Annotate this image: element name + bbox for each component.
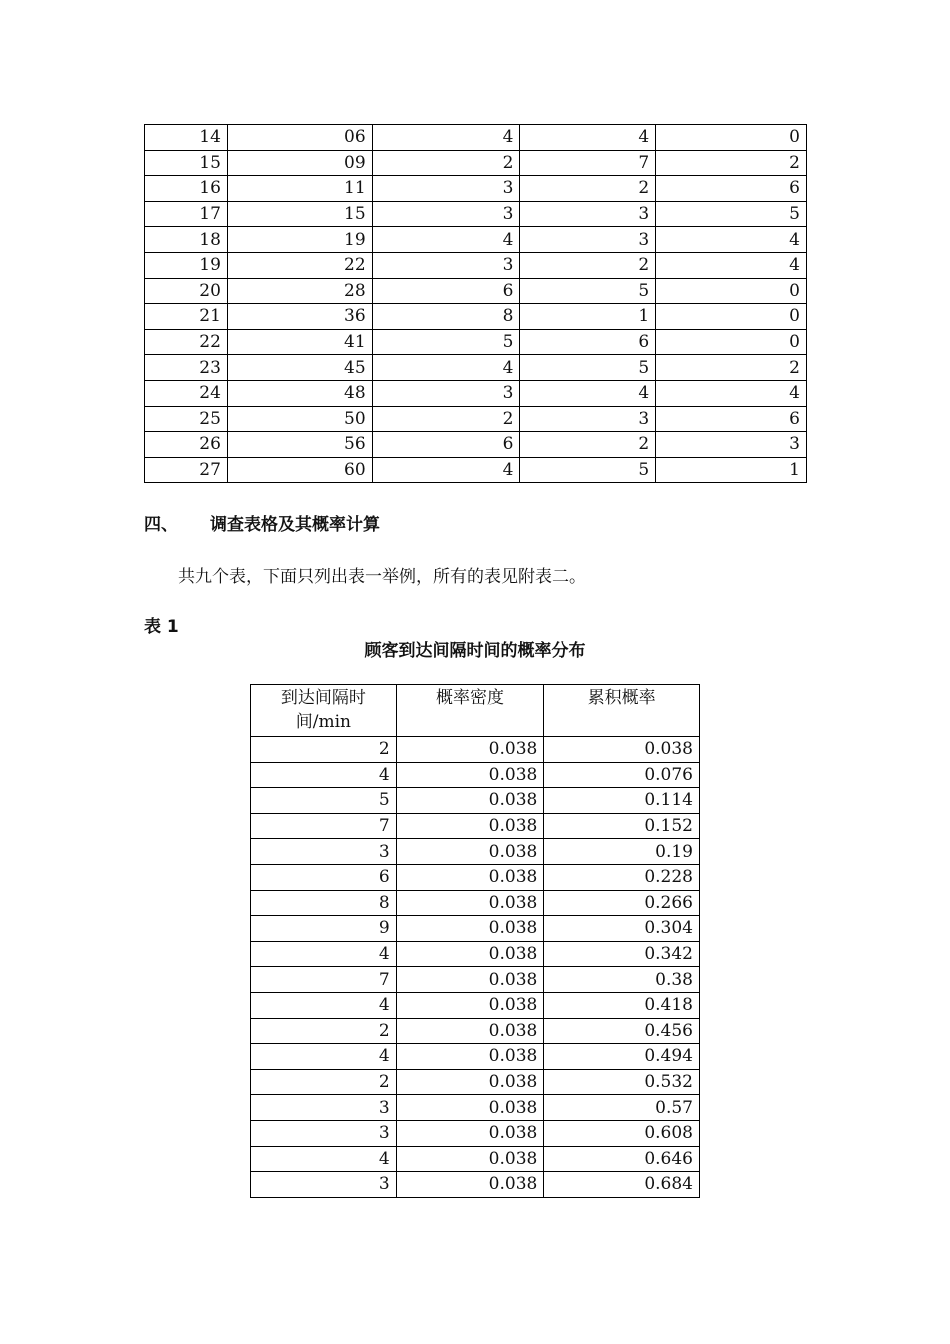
table-cell: 0.228 [544,864,700,890]
table-row [251,1146,700,1172]
probability-table-body [251,737,700,1198]
table-cell: 1 [520,304,656,330]
table-cell: 0.038 [396,890,544,916]
table-cell: 15 [227,201,372,227]
table-row [145,380,807,406]
table-cell: 0.418 [544,992,700,1018]
table-cell: 60 [227,457,372,483]
table-cell: 17 [145,201,228,227]
table-cell: 3 [251,1172,397,1198]
table-cell: 4 [372,125,520,151]
table-cell: 22 [227,252,372,278]
table-cell: 6 [372,278,520,304]
table-cell: 3 [520,406,656,432]
table-cell: 0.038 [396,813,544,839]
table-cell: 2 [372,406,520,432]
table-cell: 0.038 [396,788,544,814]
table-row [251,813,700,839]
table-row [145,406,807,432]
table-cell: 0.494 [544,1044,700,1070]
table-cell: 4 [251,992,397,1018]
table-cell: 5 [520,355,656,381]
table-row [251,1095,700,1121]
table-cell: 4 [251,1146,397,1172]
table-cell: 0.57 [544,1095,700,1121]
table-cell: 0.038 [544,737,700,763]
table-cell: 4 [251,1044,397,1070]
table-cell: 0.038 [396,941,544,967]
table-cell: 2 [520,432,656,458]
table-cell: 0.038 [396,864,544,890]
table-cell: 5 [656,201,807,227]
table-cell: 11 [227,176,372,202]
table-cell: 56 [227,432,372,458]
table-cell: 6 [372,432,520,458]
table-cell: 3 [372,176,520,202]
table-cell: 0.038 [396,1095,544,1121]
table-cell: 2 [251,1069,397,1095]
table-cell: 0.038 [396,737,544,763]
table-cell: 4 [372,227,520,253]
table-cell: 0.38 [544,967,700,993]
table-cell: 4 [520,380,656,406]
table-cell: 4 [656,252,807,278]
table-cell: 0.038 [396,1018,544,1044]
table-row [145,278,807,304]
table-cell: 0.684 [544,1172,700,1198]
header-cumulative: 累积概率 [544,685,700,737]
header-density: 概率密度 [396,685,544,737]
table-row [251,967,700,993]
table-cell: 3 [251,839,397,865]
table-cell: 5 [251,788,397,814]
table-row [251,992,700,1018]
section-title: 调查表格及其概率计算 [210,515,380,535]
table-row [251,1044,700,1070]
table-cell: 09 [227,150,372,176]
table-cell: 4 [251,762,397,788]
table-row [145,457,807,483]
table-cell: 0.304 [544,916,700,942]
table-row [145,176,807,202]
table-row [251,788,700,814]
table-cell: 0.038 [396,1120,544,1146]
table-cell: 4 [656,227,807,253]
table-row [145,125,807,151]
table-cell: 6 [656,176,807,202]
data-table-top-body [145,125,807,483]
intro-paragraph: 共九个表，下面只列出表一举例，所有的表见附表二。 [178,567,586,587]
probability-table [250,684,700,1198]
table-cell: 0.152 [544,813,700,839]
table-cell: 3 [656,432,807,458]
table-cell: 2 [656,150,807,176]
table-cell: 06 [227,125,372,151]
table-cell: 0 [656,125,807,151]
table-cell: 19 [227,227,372,253]
table-cell: 45 [227,355,372,381]
table-cell: 6 [251,864,397,890]
table-cell: 5 [372,329,520,355]
header-interval: 到达间隔时间/min [251,685,397,737]
table-row [145,150,807,176]
table-cell: 20 [145,278,228,304]
table-cell: 2 [656,355,807,381]
table-row [145,252,807,278]
table-cell: 15 [145,150,228,176]
table-cell: 0.038 [396,839,544,865]
table-cell: 21 [145,304,228,330]
table-cell: 4 [372,457,520,483]
table-row [251,1018,700,1044]
table-cell: 0.456 [544,1018,700,1044]
table-cell: 36 [227,304,372,330]
table-cell: 3 [251,1095,397,1121]
table-cell: 0 [656,329,807,355]
table-cell: 6 [520,329,656,355]
table-row [145,201,807,227]
table-cell: 4 [372,355,520,381]
table-cell: 48 [227,380,372,406]
table-cell: 0.038 [396,1044,544,1070]
table-row [251,1120,700,1146]
table-cell: 9 [251,916,397,942]
table-row [251,916,700,942]
table-cell: 0.532 [544,1069,700,1095]
table-cell: 16 [145,176,228,202]
table-row [145,432,807,458]
table-cell: 0.608 [544,1120,700,1146]
table-cell: 4 [656,380,807,406]
table-cell: 0.342 [544,941,700,967]
table-cell: 4 [251,941,397,967]
table-row [251,839,700,865]
table-cell: 0.038 [396,967,544,993]
table-caption: 顾客到达间隔时间的概率分布 [364,641,586,661]
table-cell: 28 [227,278,372,304]
table-cell: 3 [251,1120,397,1146]
table-cell: 0.038 [396,762,544,788]
table-row [145,227,807,253]
table-cell: 0.038 [396,916,544,942]
table-cell: 4 [520,125,656,151]
table-cell: 5 [520,457,656,483]
table-cell: 2 [251,1018,397,1044]
table-cell: 3 [520,201,656,227]
table-cell: 0.038 [396,1146,544,1172]
table-row [251,941,700,967]
data-table-top [144,124,807,483]
table-row [251,762,700,788]
table-cell: 0.19 [544,839,700,865]
table-cell: 7 [251,967,397,993]
table-cell: 0.038 [396,992,544,1018]
table-cell: 26 [145,432,228,458]
table-row [251,890,700,916]
table-cell: 2 [251,737,397,763]
table-cell: 3 [520,227,656,253]
table-cell: 0.646 [544,1146,700,1172]
table-row [145,329,807,355]
table-cell: 25 [145,406,228,432]
section-number: 四、 [144,515,178,535]
table-cell: 6 [656,406,807,432]
table-row [251,1172,700,1198]
table-cell: 18 [145,227,228,253]
table-cell: 1 [656,457,807,483]
table-cell: 19 [145,252,228,278]
table-cell: 24 [145,380,228,406]
table-label: 表 1 [144,617,179,637]
table-cell: 0.114 [544,788,700,814]
table-cell: 0.076 [544,762,700,788]
table-cell: 14 [145,125,228,151]
table-row [251,1069,700,1095]
table-cell: 5 [520,278,656,304]
section-heading [144,510,380,535]
table-cell: 0.038 [396,1172,544,1198]
table-cell: 0 [656,278,807,304]
table-cell: 50 [227,406,372,432]
table-cell: 7 [520,150,656,176]
table-cell: 2 [520,252,656,278]
table-row [251,864,700,890]
table-cell: 3 [372,380,520,406]
table-row [145,355,807,381]
table-cell: 23 [145,355,228,381]
table-cell: 41 [227,329,372,355]
table-cell: 2 [520,176,656,202]
table-cell: 22 [145,329,228,355]
table-cell: 2 [372,150,520,176]
table-cell: 8 [372,304,520,330]
table-cell: 0 [656,304,807,330]
table-row [145,304,807,330]
table-cell: 0.266 [544,890,700,916]
table-cell: 0.038 [396,1069,544,1095]
table-cell: 3 [372,201,520,227]
table-cell: 7 [251,813,397,839]
table-cell: 3 [372,252,520,278]
table-cell: 27 [145,457,228,483]
table-cell: 8 [251,890,397,916]
probability-table-header-row [251,685,700,737]
table-row [251,737,700,763]
